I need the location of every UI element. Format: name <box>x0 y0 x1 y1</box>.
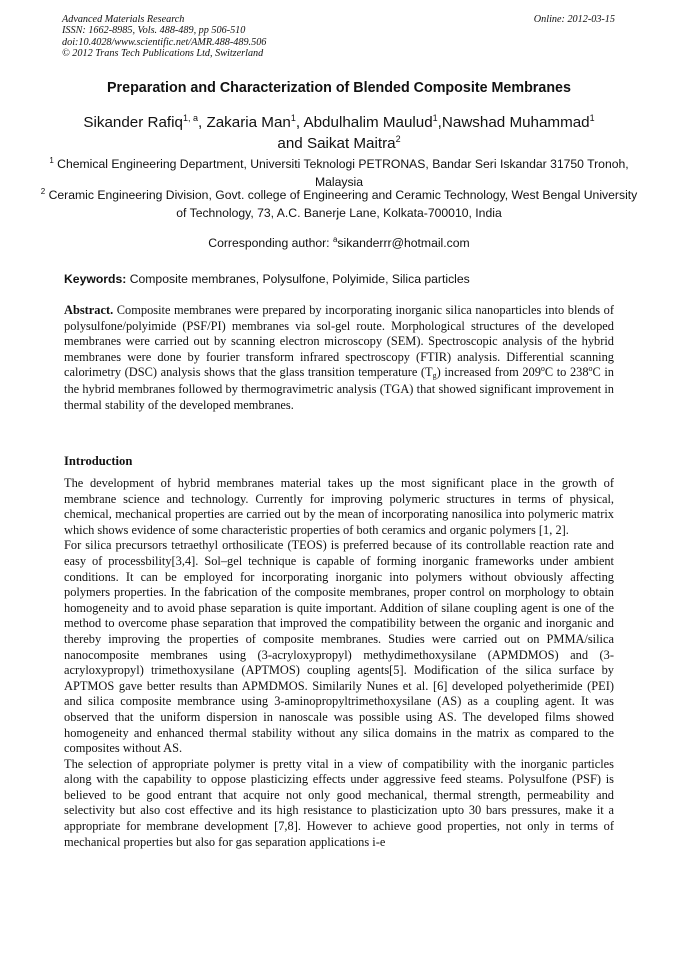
author-name: and Saikat Maitra <box>277 135 396 152</box>
introduction-body <box>64 476 614 850</box>
copyright-line: © 2012 Trans Tech Publications Ltd, Switzerland <box>62 48 264 60</box>
abstract-label: Abstract. <box>64 303 114 317</box>
abstract-text: Composite membranes were prepared by incorporating inorganic silica nanoparticles into blends of polysulfone/polyimide (PSF/PI) membranes via sol-gel route. Morphological structures of the developed membranes were carried out by scanning electron microscopy (SEM). Spectroscopic analysis of the hybrid membranes were done by fourier transform infrared spectroscopy (FTIR) analysis. Differential scanning calorimetry (DSC) analysis shows that the glass transition temperature (T <box>64 303 614 380</box>
paragraph: For silica precursors tetraethyl orthosilicate (TEOS) is preferred because of its controllable reaction rate and easy of processbility[3,4]. Sol–gel technique is capable of forming inorganic frameworks under ambient conditions. It can be employed for incorporating inorganic into polymers without obviously affecting polymers properties. In the fabrication of the composite membranes, proper control on morphology to obtain homogeneity and to avoid phase separation is quite important. Addition of silane coupling agent is one of the method to overcome phase separation that improved the compatibility between the organic and inorganic and thereby improving the properties of composite membranes. Studies were carried out on PMMA/silica nanocomposite membranes using (3-acryloxypropyl) methydimethoxysilane (APMDMOS) and (3-acryloxypropyl) trimethoxysilane (APTMOS) coupling agents[5]. Modification of the silica surface by APTMOS gave better results than APMDMOS. Similarily Nunes et al. [6] developed polyetherimide (PEI) and silica composite membrance using 3-aminopropyltrimethoxysilane (AS) as a coupling agent. It was observed that the uniform dispersion in nanoscale was possible using AS. The developed films showed homogeneity and enhanced thermal stability without any silica domains in the matrix as compared to the composites without AS. <box>64 538 614 756</box>
online-date: Online: 2012-03-15 <box>533 14 615 25</box>
abstract <box>64 303 614 413</box>
abstract-text: C in the hybrid membranes followed by thermogravimetric analysis (TGA) that showed significant improvement in thermal stability of the developed membranes. <box>64 365 614 412</box>
corresponding-author <box>40 236 638 250</box>
journal-name: Advanced Materials Research <box>62 14 185 25</box>
corresponding-email: sikanderrr@hotmail.com <box>337 236 470 250</box>
paper-title: Preparation and Characterization of Blended Composite Membranes <box>107 80 571 96</box>
keywords-label: Keywords: <box>64 272 127 286</box>
author-affiliation-mark: 2 <box>395 134 401 144</box>
author-affiliation-mark: 1 <box>290 113 296 123</box>
affiliation-2 <box>40 187 638 221</box>
abstract-text: ) increased from 209 <box>436 365 541 380</box>
issn-line: ISSN: 1662-8985, Vols. 488-489, pp 506-510 <box>62 25 246 37</box>
section-heading-introduction: Introduction <box>64 454 133 468</box>
author-affiliation-mark: 1, a <box>182 113 198 123</box>
corresponding-label: Corresponding author: <box>208 236 330 250</box>
affiliation-mark: 1 <box>49 156 54 165</box>
journal-header <box>62 14 266 60</box>
author-name: Zakaria Man <box>206 114 291 131</box>
author-name: Sikander Rafiq <box>83 114 183 131</box>
doi-line: doi:10.4028/www.scientific.net/AMR.488-489.506 <box>62 36 267 48</box>
abstract-text: C to 238 <box>544 365 589 380</box>
keywords-text: Composite membranes, Polysulfone, Polyimide, Silica particles <box>129 272 470 286</box>
paragraph: The development of hybrid membranes material takes up the most significant place in the growth of membrane science and technology. Currently for improving polymeric structures in terms of physical, chemical, mechanical properties are carried out by the mean of incorporating nanosilica into polymeric matrix which shows evidence of some characteristic properties of both ceramics and organic polymers [1, 2]. <box>64 476 614 537</box>
author-affiliation-mark: 1 <box>589 113 595 123</box>
affiliation-mark: 2 <box>40 187 46 196</box>
corresponding-mark: a <box>332 235 338 244</box>
affiliation-1 <box>40 156 638 190</box>
degree-mark: o <box>588 364 593 374</box>
affiliation-text: Ceramic Engineering Division, Govt. college of Engineering and Ceramic Technology, West Bengal University of Technology, 73, A.C. Banerje Lane, Kolkata-700010, India <box>48 188 638 220</box>
author-affiliation-mark: 1 <box>432 113 438 123</box>
affiliation-text: Chemical Engineering Department, Universiti Teknologi PETRONAS, Bandar Seri Iskandar 31750 Tronoh, Malaysia <box>57 157 629 189</box>
paragraph: The selection of appropriate polymer is pretty vital in a view of compatibility with the inorganic particles along with the capability to oppose plasticizing effects under aggressive feed steams. Polysulfone (PSF) is believed to be good entrant that acquire not only good mechanical, thermal strength, permeability and selectivity but also cost effective and its high resistance to plasticization upto 30 bars pressures, make it a appropriate for membrane development [7,8]. However to achieve good properties, not only in terms of mechanical properties but also for gas separation applications i-e <box>64 756 614 849</box>
author-list: Sikander Rafiq$^{1, a}$, Zakaria Man$^1$, Abdulhalim Maulud$^1$,Nawshad Muhammad$^1$ and Saikat Maitra$^2$ <box>83 113 595 152</box>
author-name: Nawshad Muhammad <box>441 114 590 131</box>
author-name: Abdulhalim Maulud <box>303 114 433 131</box>
degree-mark: o <box>540 364 545 374</box>
keywords-line <box>64 272 470 286</box>
subscript-g: g <box>432 371 437 381</box>
